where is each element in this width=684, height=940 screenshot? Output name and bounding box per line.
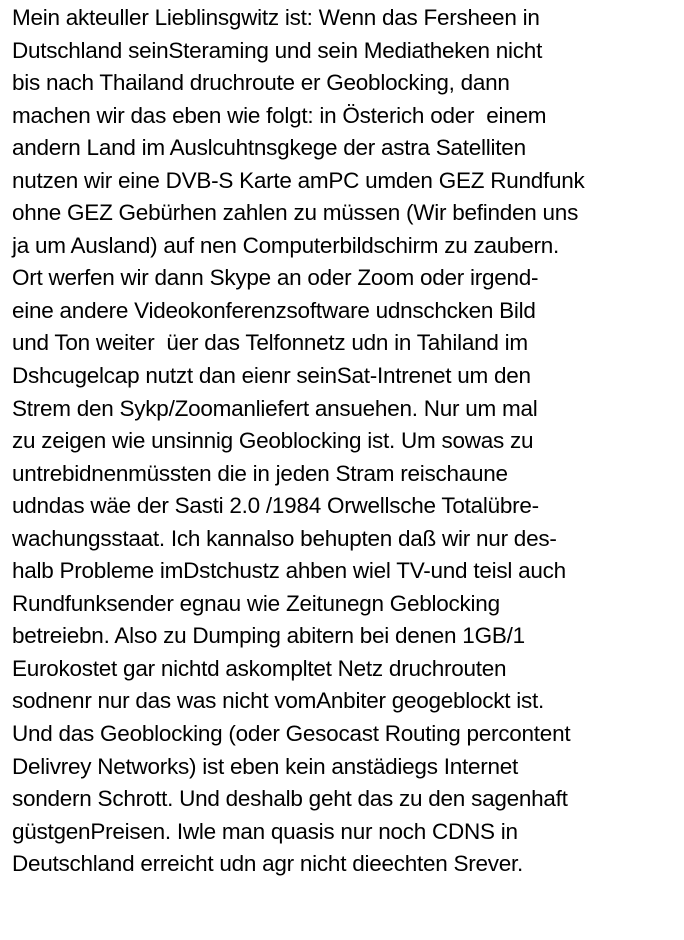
text-line: machen wir das eben wie folgt: in Österich oder einem xyxy=(12,102,547,128)
text-line: Dutschland seinSteraming und sein Mediatheken nicht xyxy=(12,37,543,63)
text-line: sodnenr nur das was nicht vomAnbiter geogeblockt ist. xyxy=(12,688,545,714)
text-line: udndas wäe der Sasti 2.0 /1984 Orwellsche Totalübre- xyxy=(12,493,539,519)
text-line: güstgenPreisen. Iwle man quasis nur noch CDNS in xyxy=(12,818,518,844)
text-line: wachungsstaat. Ich kannalso behupten daß wir nur des- xyxy=(12,525,557,551)
text-line: Deutschland erreicht udn agr nicht dieechten Srever. xyxy=(12,851,524,877)
text-line: ohne GEZ Gebürhen zahlen zu müssen (Wir befinden uns xyxy=(12,200,579,226)
document-body-text xyxy=(12,2,682,881)
text-line: bis nach Thailand druchroute er Geoblocking, dann xyxy=(12,70,510,96)
text-line: nutzen wir eine DVB-S Karte amPC umden GEZ Rundfunk xyxy=(12,167,585,193)
text-line: halb Probleme imDstchustz ahben wiel TV-und teisl auch xyxy=(12,558,566,584)
text-line: Ort werfen wir dann Skype an oder Zoom oder irgend- xyxy=(12,265,539,291)
text-line: sondern Schrott. Und deshalb geht das zu den sagenhaft xyxy=(12,786,568,812)
text-line: Delivrey Networks) ist eben kein anstädiegs Internet xyxy=(12,753,518,779)
text-line: andern Land im Auslcuhtnsgkege der astra Satelliten xyxy=(12,135,526,161)
text-line: Rundfunksender egnau wie Zeitunegn Geblocking xyxy=(12,590,500,616)
text-line: betreiebn. Also zu Dumping abitern bei denen 1GB/1 xyxy=(12,623,525,649)
text-line: ja um Ausland) auf nen Computerbildschirm zu zaubern. xyxy=(12,232,560,258)
text-line: Mein akteuller Lieblinsgwitz ist: Wenn das Fersheen in xyxy=(12,5,540,30)
text-line: Und das Geoblocking (oder Gesocast Routing percontent xyxy=(12,721,571,747)
text-line: zu zeigen wie unsinnig Geoblocking ist. Um sowas zu xyxy=(12,428,534,454)
text-line: und Ton weiter üer das Telfonnetz udn in Tahiland im xyxy=(12,330,528,356)
text-line: untrebidnenmüssten die in jeden Stram reischaune xyxy=(12,460,508,486)
text-line: Strem den Sykp/Zoomanliefert ansuehen. Nur um mal xyxy=(12,395,538,421)
text-line: Dshcugelcap nutzt dan eienr seinSat-Intrenet um den xyxy=(12,363,531,389)
text-line: eine andere Videokonferenzsoftware udnschcken Bild xyxy=(12,297,536,323)
text-line: Eurokostet gar nichtd askompltet Netz druchrouten xyxy=(12,655,507,681)
